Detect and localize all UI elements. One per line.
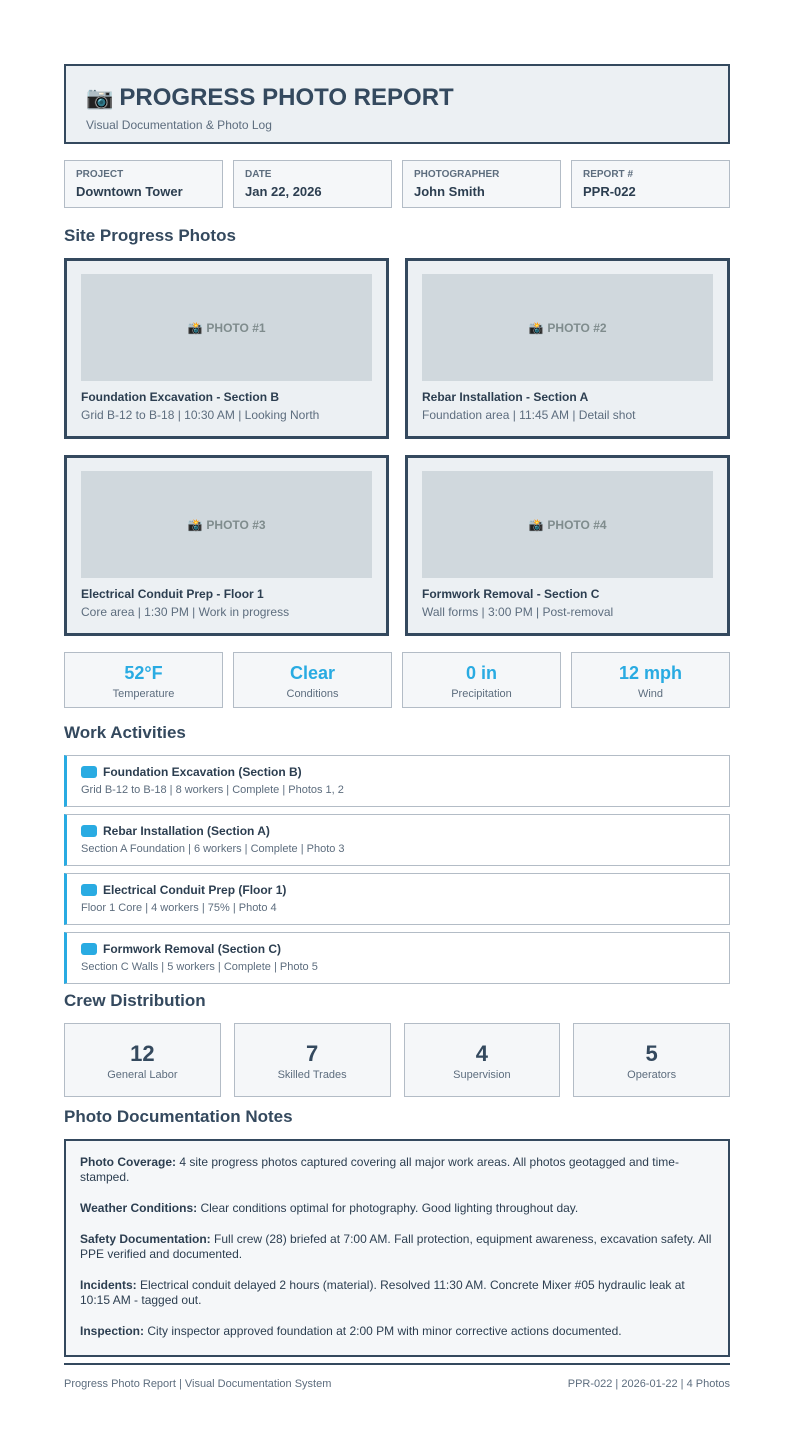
section-title-notes: Photo Documentation Notes [64, 1107, 293, 1126]
note-label: Photo Coverage: [80, 1155, 177, 1169]
crew-value: 12 [130, 1041, 155, 1066]
note-text: Full crew (28) briefed at 7:00 AM. Fall protection, equipment awareness, excavation safety. All PPE verified and documented. [80, 1232, 712, 1261]
crew-value: 7 [306, 1041, 319, 1066]
photo-placeholder[interactable] [81, 471, 372, 578]
info-value: Jan 22, 2026 [245, 184, 322, 199]
photo-icon: 📸 [187, 320, 203, 335]
note-safety-documentation [80, 1232, 714, 1262]
photo-meta: Core area | 1:30 PM | Work in progress [81, 605, 290, 619]
photo-placeholder-label: PHOTO #1 [206, 320, 266, 335]
report-subtitle: Visual Documentation & Photo Log [86, 118, 272, 132]
photo-meta: Foundation area | 11:45 AM | Detail shot [422, 408, 636, 422]
weather-label: Conditions [286, 688, 339, 700]
activity-meta: Section A Foundation | 6 workers | Complete | Photo 3 [81, 843, 345, 855]
camera-icon: 📷 [86, 85, 114, 110]
weather-label: Wind [637, 688, 664, 700]
weather-value: 0 in [465, 663, 497, 683]
activity-item [64, 755, 730, 807]
weather-precipitation [402, 652, 561, 708]
crew-label: Supervision [453, 1069, 511, 1081]
activity-item [64, 814, 730, 866]
info-value: PPR-022 [583, 184, 636, 199]
info-value: Downtown Tower [76, 184, 183, 199]
info-label: DATE [245, 169, 272, 180]
info-photographer [402, 160, 561, 208]
weather-label: Temperature [112, 688, 175, 700]
info-value: John Smith [414, 184, 485, 199]
report-page [64, 64, 730, 1357]
note-text: Clear conditions optimal for photography. Good lighting throughout day. [197, 1201, 579, 1215]
activity-meta: Section C Walls | 5 workers | Complete | Photo 5 [81, 961, 318, 973]
photo-icon: 📸 [528, 320, 544, 335]
footer-right: PPR-022 | 2026-01-22 | 4 Photos [567, 1378, 730, 1390]
activity-item [64, 932, 730, 984]
status-square-icon [81, 943, 97, 955]
header-title-row [86, 84, 708, 112]
photo-icon: 📸 [528, 517, 544, 532]
note-inspection [80, 1324, 714, 1339]
weather-label: Precipitation [451, 688, 512, 700]
note-label: Incidents: [80, 1278, 137, 1292]
weather-conditions [233, 652, 392, 708]
activity-head [81, 942, 715, 956]
note-label: Safety Documentation: [80, 1232, 211, 1246]
photo-title: Formwork Removal - Section C [422, 587, 600, 601]
note-text: Electrical conduit delayed 2 hours (material). Resolved 11:30 AM. Concrete Mixer #05 hydraulic leak at 10:15 AM - tagged out. [80, 1278, 685, 1307]
notes-box [64, 1139, 730, 1357]
info-label: PROJECT [76, 169, 124, 180]
photo-placeholder[interactable] [422, 274, 713, 381]
crew-value: 5 [645, 1041, 658, 1066]
weather-temperature [64, 652, 223, 708]
activity-head [81, 765, 715, 779]
activity-meta: Grid B-12 to B-18 | 8 workers | Complete | Photos 1, 2 [81, 784, 344, 796]
section-title-activities: Work Activities [64, 723, 186, 742]
photo-card[interactable] [64, 455, 389, 636]
photo-placeholder-label: PHOTO #2 [547, 320, 607, 335]
activity-title: Foundation Excavation (Section B) [103, 765, 302, 779]
crew-value: 4 [475, 1041, 488, 1066]
weather-wind [571, 652, 730, 708]
photo-placeholder-label: PHOTO #4 [547, 517, 607, 532]
status-square-icon [81, 884, 97, 896]
status-square-icon [81, 766, 97, 778]
note-incidents [80, 1278, 714, 1308]
report-info-row [64, 160, 730, 208]
photo-title: Rebar Installation - Section A [422, 390, 589, 404]
photo-card[interactable] [405, 455, 730, 636]
crew-general-labor [64, 1023, 221, 1097]
crew-label: General Labor [107, 1069, 178, 1081]
note-label: Inspection: [80, 1324, 145, 1338]
photo-grid [64, 258, 730, 636]
crew-label: Skilled Trades [277, 1069, 347, 1081]
activity-title: Rebar Installation (Section A) [103, 824, 270, 838]
photo-icon: 📸 [187, 517, 203, 532]
info-date [233, 160, 392, 208]
note-label: Weather Conditions: [80, 1201, 198, 1215]
activity-title: Formwork Removal (Section C) [103, 942, 282, 956]
weather-value: 12 mph [618, 663, 683, 683]
activity-meta: Floor 1 Core | 4 workers | 75% | Photo 4 [81, 902, 277, 914]
activity-head [81, 824, 715, 838]
crew-supervision [404, 1023, 561, 1097]
photo-card[interactable] [64, 258, 389, 439]
note-text: City inspector approved foundation at 2:00 PM with minor corrective actions documented. [144, 1324, 622, 1338]
note-photo-coverage [80, 1155, 714, 1185]
photo-placeholder[interactable] [422, 471, 713, 578]
report-header [64, 64, 730, 144]
section-title-crew: Crew Distribution [64, 991, 206, 1010]
activity-head [81, 883, 715, 897]
crew-label: Operators [627, 1069, 677, 1081]
photo-placeholder[interactable] [81, 274, 372, 381]
weather-value: Clear [289, 663, 336, 683]
weather-value: 52°F [124, 663, 163, 683]
report-title: PROGRESS PHOTO REPORT [119, 84, 454, 111]
info-label: PHOTOGRAPHER [414, 169, 500, 180]
photo-placeholder-label: PHOTO #3 [206, 517, 266, 532]
photo-card[interactable] [405, 258, 730, 439]
crew-row [64, 1023, 730, 1097]
info-project [64, 160, 223, 208]
photo-title: Foundation Excavation - Section B [81, 390, 280, 404]
note-text: 4 site progress photos captured covering all major work areas. All photos geotagged and time-stamped. [80, 1155, 679, 1184]
photo-meta: Wall forms | 3:00 PM | Post-removal [422, 605, 614, 619]
activity-title: Electrical Conduit Prep (Floor 1) [103, 883, 287, 897]
weather-row [64, 652, 730, 708]
crew-operators [573, 1023, 730, 1097]
report-footer [64, 1363, 730, 1390]
footer-left: Progress Photo Report | Visual Documentation System [64, 1378, 332, 1390]
info-label: REPORT # [583, 169, 634, 180]
status-square-icon [81, 825, 97, 837]
crew-skilled-trades [234, 1023, 391, 1097]
section-title-photos: Site Progress Photos [64, 226, 236, 245]
photo-title: Electrical Conduit Prep - Floor 1 [81, 587, 264, 601]
info-report-number [571, 160, 730, 208]
activity-item [64, 873, 730, 925]
note-weather-conditions [80, 1201, 714, 1216]
photo-meta: Grid B-12 to B-18 | 10:30 AM | Looking North [81, 408, 320, 422]
activity-list [64, 755, 730, 984]
